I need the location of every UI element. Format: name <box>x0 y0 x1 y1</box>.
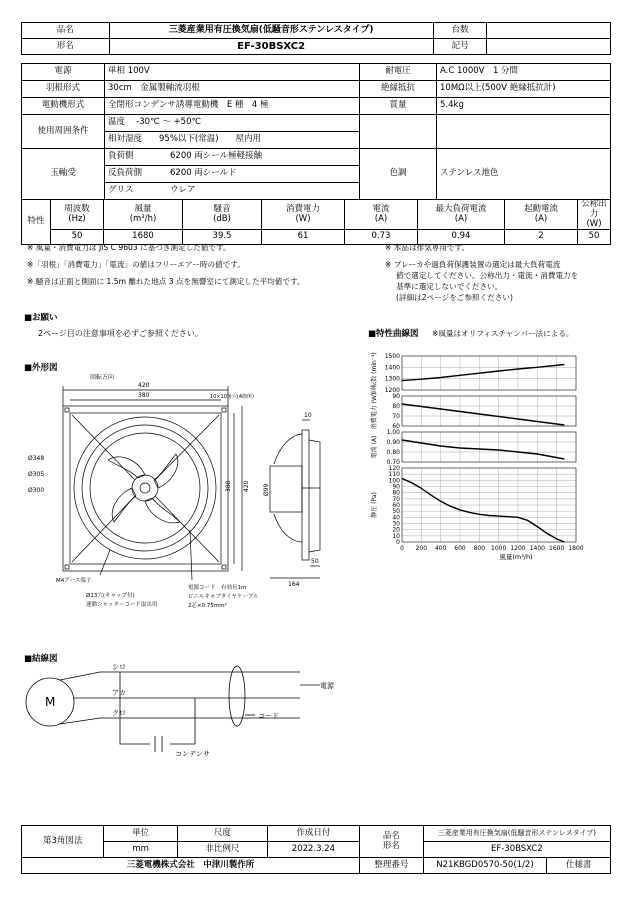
color-label: 色調 <box>360 149 437 200</box>
xtick-0: 0 <box>400 545 404 552</box>
scale-label: 尺度 <box>177 826 267 842</box>
product-name: 三菱産業用有圧換気扇(低騒音形ステンレスタイプ) <box>109 23 433 39</box>
char-value-1: 1680 <box>104 230 183 245</box>
grease-row <box>105 183 360 200</box>
guard-ring-inner <box>90 433 200 543</box>
footer-product-name: 三菱産業用有圧換気扇(低騒音形ステンレスタイプ) <box>423 826 610 842</box>
dim-348-text: Ø348 <box>28 455 45 462</box>
request-title: ■お願い <box>24 313 58 323</box>
blank-cell-a <box>360 115 437 149</box>
xtick-6: 1200 <box>510 545 526 552</box>
char-header-3: 消費電力 (W) <box>262 200 345 230</box>
panel-0-ytick-0: 1200 <box>384 387 400 394</box>
color-value: ステンレス地色 <box>437 149 611 200</box>
dim-164-text: 164 <box>288 581 300 588</box>
earth-terminal-text: M4アース端子 <box>56 578 92 584</box>
curve-note: ※風量はオリフィスチャンバー法による。 <box>432 329 574 338</box>
withstand-label: 耐電圧 <box>360 64 437 81</box>
panel-1-ylabel: 消費電力 (W) <box>371 392 378 430</box>
motor-label: M <box>45 695 56 709</box>
dim-380-text: 380 <box>138 392 150 399</box>
char-header-7: 公称出力 (W) <box>578 200 611 230</box>
panel-3-ytick-10: 100 <box>388 477 400 485</box>
panel-1-ytick-3: 90 <box>392 393 400 400</box>
motor-hub <box>132 475 158 501</box>
cord-text-2: ビニルキャブタイヤケーブル <box>188 594 259 600</box>
model-label: 形名 <box>22 39 110 55</box>
mount-hole-bl <box>65 565 69 569</box>
motor-label: 電動機形式 <box>22 98 105 115</box>
blade-value: 30cm 金属製軸流羽根 <box>105 81 360 98</box>
outline-title: ■外形図 <box>24 363 58 373</box>
dim-50-text: 50 <box>311 558 319 565</box>
mass-value: 5.4kg <box>437 98 611 115</box>
panel-0-ylabel: 回転数 (min⁻¹) <box>371 352 378 394</box>
note-breaker-3: 基準に選定しないでください。 <box>396 282 503 291</box>
characteristics-table <box>21 199 611 245</box>
panel-2-ytick-0: 0.70 <box>386 459 400 466</box>
blank-cell-b <box>437 115 611 149</box>
bearing-anti-row <box>105 166 360 183</box>
capacitor-label: コンデンサ <box>175 750 210 758</box>
note-noise: ※ 騒音は正面と側面に 1.5m 離れた地点 3 点を無響室にて測定した平均値です。 <box>27 277 305 286</box>
xtick-8: 1600 <box>549 545 565 552</box>
leader-cord <box>190 530 192 580</box>
side-guard-lower <box>274 514 302 542</box>
dim-305-text: Ø305 <box>28 471 45 478</box>
insulation-value: 10MΩ以上(500V 絶縁抵抗計) <box>437 81 611 98</box>
doc-no-label: 整理番号 <box>360 858 424 874</box>
panel-3-ytick-0: 0 <box>396 539 400 546</box>
power-label: 電源 <box>320 682 334 690</box>
doc-no-value: N21KBGD0570-50(1/2) <box>423 858 547 874</box>
panel-frame-1 <box>402 396 576 426</box>
panel-1-ytick-2: 80 <box>392 403 400 410</box>
unit-value: mm <box>104 842 178 858</box>
char-value-3: 61 <box>262 230 345 245</box>
blade-4 <box>112 488 136 522</box>
panel-3-ytick-7: 70 <box>392 495 400 503</box>
qty-label: 台数 <box>433 23 487 39</box>
xtick-5: 1000 <box>491 545 507 552</box>
panel-0-ytick-2: 1400 <box>384 364 400 372</box>
note-free-air: ※「羽根」「消費電力」「電流」の値はフリーエアー時の値です。 <box>27 260 245 269</box>
projection: 第3角図法 <box>22 826 104 858</box>
side-flange <box>302 430 309 560</box>
panel-frame-2 <box>402 432 576 462</box>
mount-hole-tr <box>222 408 226 412</box>
series-line-2 <box>402 440 564 459</box>
blade-2 <box>154 454 178 488</box>
mount-hole-br <box>222 565 226 569</box>
char-header-6: 起動電流 (A) <box>505 200 578 230</box>
dim-10-text: 10 <box>304 412 312 419</box>
panel-3-ytick-9: 90 <box>392 483 400 491</box>
request-text: 2ページ目の注意事項を必ずご参照ください。 <box>38 329 203 338</box>
side-venturi <box>309 440 320 552</box>
temp-value: 温度 -30℃ ～ +50℃ <box>105 115 360 132</box>
wire-cap-a <box>120 672 150 744</box>
panel-3-ylabel: 静圧 (Pa) <box>371 492 378 518</box>
panel-2-ytick-2: 0.90 <box>386 439 400 446</box>
cord-label: コード <box>258 712 279 720</box>
char-value-0: 50 <box>51 230 104 245</box>
panel-0-ytick-3: 1500 <box>384 353 400 360</box>
series-line-1 <box>402 404 564 425</box>
motor-value: 全閉形コンデンサ誘導電動機 E 種 4 極 <box>105 98 360 115</box>
xtick-9: 1800 <box>568 545 584 552</box>
xtick-4: 800 <box>473 545 486 552</box>
support-arm-2 <box>155 415 219 480</box>
characteristic-curves-chart <box>366 350 616 564</box>
panel-2-ytick-1: 0.80 <box>386 449 400 456</box>
red-label: アカ <box>112 689 126 697</box>
note-breaker-4: (詳細は2ページをご参照ください) <box>396 293 513 302</box>
mark-label: 記号 <box>433 39 487 55</box>
name-model-label: 品名 形名 <box>360 826 424 858</box>
support-arm-1 <box>72 415 135 480</box>
char-header-1: 風量 (m³/h) <box>104 200 183 230</box>
dim-420-text: 420 <box>138 382 150 389</box>
bearing-anti-value: 6200 両シールド <box>170 168 237 179</box>
bearing-label: 玉軸受 <box>22 149 105 200</box>
wiring-title: ■結線図 <box>24 654 58 664</box>
char-header-0: 周波数 (Hz) <box>51 200 104 230</box>
note-jis: ※ 風量・消費電力は JIS C 9603 に基づき測定した値です。 <box>27 243 231 252</box>
panel-3-ytick-2: 20 <box>392 526 400 534</box>
xtick-7: 1400 <box>529 545 545 552</box>
shutter-cord-text: 連動シャッターコード取出用 <box>86 602 158 608</box>
scale-value: 非比例尺 <box>177 842 267 858</box>
xtick-2: 400 <box>434 545 447 552</box>
qty-value <box>487 23 611 39</box>
doc-type: 仕様書 <box>547 858 611 874</box>
panel-0-ytick-1: 1300 <box>384 375 400 383</box>
env-label: 使用周囲条件 <box>22 115 105 149</box>
blade-1 <box>108 457 145 478</box>
curve-title: ■特性曲線図 <box>368 329 419 339</box>
outline-drawing <box>20 370 365 635</box>
power-value: 単相 100V <box>105 64 360 81</box>
cord-text-1: 電源コード 有効長1m <box>188 585 247 591</box>
char-value-7: 50 <box>578 230 611 245</box>
xtick-3: 600 <box>454 545 466 552</box>
mount-hole-tl <box>65 408 69 412</box>
humidity-value: 相対湿度 95%以下(常温) 屋内用 <box>105 132 360 149</box>
panel-3-ytick-3: 30 <box>392 520 400 528</box>
panel-3-ytick-1: 10 <box>392 532 400 540</box>
cord-bundle <box>229 666 245 726</box>
black-label: クロ <box>112 709 126 717</box>
dim-300-text: Ø300 <box>28 487 45 494</box>
panel-2-ylabel: 電流 (A) <box>371 435 378 459</box>
rotation-text: 回転方向 <box>90 374 115 381</box>
char-header-5: 最大負荷電流 (A) <box>418 200 505 230</box>
panel-3-ytick-8: 80 <box>392 489 400 497</box>
panel-1-ytick-0: 60 <box>392 423 400 430</box>
side-guard <box>274 434 302 464</box>
panel-3-ytick-11: 110 <box>388 471 400 479</box>
char-value-4: 0.73 <box>345 230 418 245</box>
grease-value: ウレア <box>170 185 196 196</box>
blade-label: 羽根形式 <box>22 81 105 98</box>
panel-frame-0 <box>402 356 576 390</box>
date-value: 2022.3.24 <box>267 842 359 858</box>
support-arm-4 <box>155 496 219 562</box>
char-header-4: 電流 (A) <box>345 200 418 230</box>
wire-white <box>60 672 300 680</box>
footer-table <box>21 825 611 874</box>
char-value-2: 39.5 <box>183 230 262 245</box>
bearing-anti-label: 反負荷側 <box>108 168 143 179</box>
panel-1-ytick-1: 70 <box>392 413 400 420</box>
bearing-load-label: 負荷側 <box>108 151 134 162</box>
char-value-5: 0.94 <box>418 230 505 245</box>
dim-420v-text: 420 <box>243 480 250 492</box>
dim-99-text: Ø99 <box>263 483 270 496</box>
char-header-2: 騒音 (dB) <box>183 200 262 230</box>
note-breaker-1: ※ ブレーカや過負荷保護装置の選定は最大負荷電流 <box>385 260 561 269</box>
withstand-value: A.C 1000V 1 分間 <box>437 64 611 81</box>
cap-hole-text: Ø13穴(キャップ付) <box>86 593 135 599</box>
bearing-load-value: 6200 両シール極軽接触 <box>170 151 263 162</box>
cord-text-3: 2芯×0.75mm² <box>188 603 227 609</box>
series-line-3 <box>402 479 564 543</box>
panel-3-ytick-4: 40 <box>392 514 400 522</box>
bearing-load-row <box>105 149 360 166</box>
note-breaker-2: 値で選定してください。公称出力・電流・消費電力を <box>396 271 579 280</box>
support-arm-3 <box>72 496 135 562</box>
panel-3-ytick-5: 50 <box>392 508 400 516</box>
box-hole-text: 10×10角穴(4箇所) <box>210 394 254 400</box>
panel-3-ytick-6: 60 <box>392 502 400 509</box>
side-motor-body <box>270 466 302 512</box>
mark-value <box>487 39 611 55</box>
motor-hub-center <box>140 483 150 493</box>
insulation-label: 絶縁抵抗 <box>360 81 437 98</box>
char-label: 特性 <box>22 200 51 245</box>
char-value-6: 2 <box>505 230 578 245</box>
company: 三菱電機株式会社 中津川製作所 <box>22 858 360 874</box>
dim-380v-text: 380 <box>225 480 232 492</box>
panel-2-ytick-3: 1.00 <box>386 429 400 436</box>
panel-3-ytick-12: 120 <box>388 465 400 472</box>
xtick-1: 200 <box>415 545 428 552</box>
mass-label: 質量 <box>360 98 437 115</box>
wire-cap-b <box>170 698 195 744</box>
name-label: 品名 <box>22 23 110 39</box>
blade-3 <box>145 498 180 523</box>
white-label: シロ <box>112 663 126 671</box>
grease-label: グリス <box>108 185 134 196</box>
spec-table <box>21 63 611 200</box>
unit-label: 単位 <box>104 826 178 842</box>
power-label: 電源 <box>22 64 105 81</box>
date-label: 作成日付 <box>267 826 359 842</box>
model-value: EF-30BSXC2 <box>109 39 433 55</box>
footer-model: EF-30BSXC2 <box>423 842 610 858</box>
series-line-0 <box>402 365 564 381</box>
wiring-diagram <box>20 660 350 770</box>
header-table <box>21 22 611 55</box>
x-axis-label: 風量(m³/h) <box>499 553 533 561</box>
note-exhaust: ※ 本品は排気専用です。 <box>385 243 470 252</box>
